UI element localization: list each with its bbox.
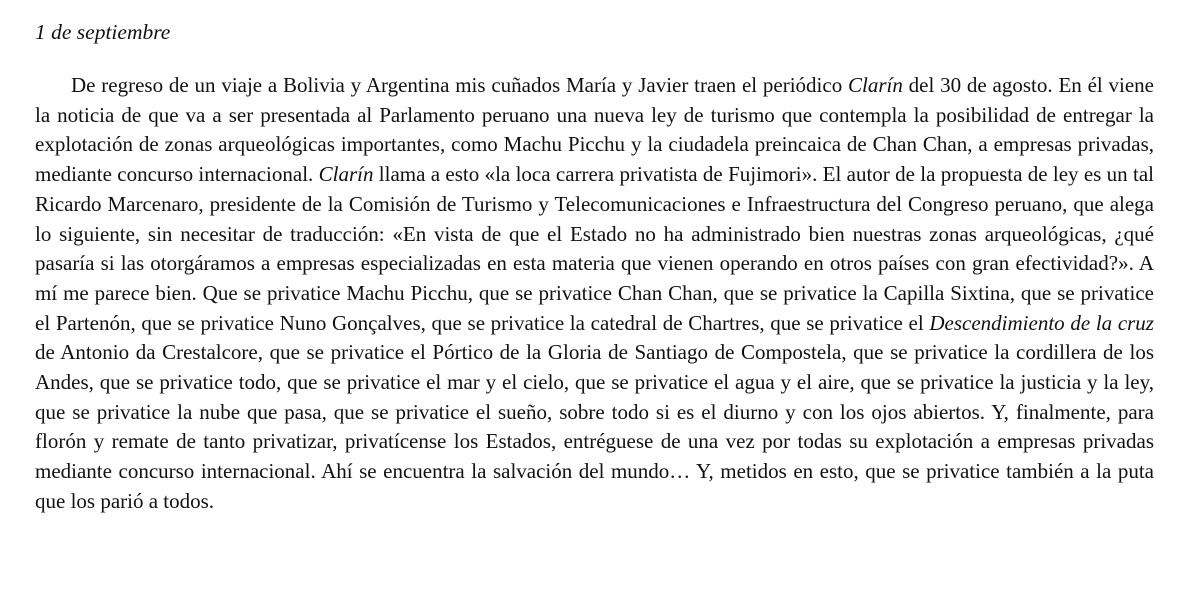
newspaper-title-clarin: Clarín [848, 73, 903, 97]
newspaper-title-clarin-2: Clarín [318, 162, 374, 187]
paragraph-text-4: de Antonio da Crestalcore, que se privatice el Pórtico de la Gloria de Santiago de Compostela, que se privatice la cordillera de los Andes, que se privatice todo, que se privatice el mar y el cielo, que se privatice el agua y el aire, que se privatice la justicia y la ley, que se privatice la nube que pasa, que se privatice el sueño, sobre todo si es el diurno y con los ojos abiertos. Y, finalmente, para florón y remate de tanto privatizar, privatícense los Estados, entréguese de una vez por todas su explotación a empresas privadas mediante concurso internacional. Ahí se encuentra la salvación del mundo… Y, metidos en esto, que se privatice también a la puta que los parió a todos. [35, 340, 1154, 513]
paragraph-text-1: De regreso de un viaje a Bolivia y Argentina mis cuñados María y Javier traen el periódico [71, 73, 849, 97]
body-paragraph [35, 71, 1154, 517]
entry-date: 1 de septiembre [35, 20, 171, 44]
document-page [35, 17, 1154, 517]
paragraph-text-2: del 30 de agosto. En él viene la noticia de que va a ser presentada al Parlamento peruano una nueva ley de turismo que contempla la posibilidad de entregar la explotación de zonas arqueológicas importantes, como Machu Picchu y la ciudadela preincaica de Chan Chan, a empresas privadas, mediante concurso internacional. [35, 73, 1155, 187]
paragraph-text-3: llama a esto «la loca carrera privatista de Fujimori». El autor de la propuesta de ley es un tal Ricardo Marcenaro, presidente de la Comisión de Turismo y Telecomunicaciones e Infraestructura del Congreso peruano, que alega lo siguiente, sin necesitar de traducción: «En vista de que el Estado no ha administrado bien nuestras zonas arqueológicas, ¿qué pasaría si las otorgáramos a empresas especializadas en esta materia que vienen operando en otros países con gran efectividad?». A mí me parece bien. Que se privatice Machu Picchu, que se privatice Chan Chan, que se privatice la Capilla Sixtina, que se privatice el Partenón, que se privatice Nuno Gonçalves, que se privatice la catedral de Chartres, que se privatice el [35, 162, 1154, 335]
artwork-title: Descendimiento de la cruz [929, 310, 1154, 335]
